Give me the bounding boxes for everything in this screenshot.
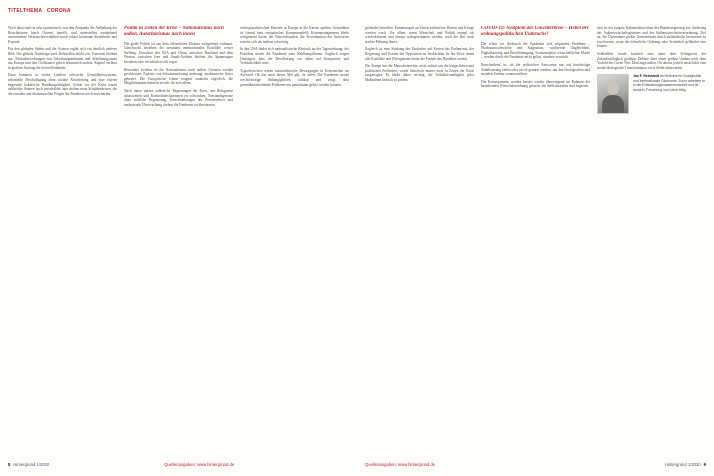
paragraph: Nach innen nutzen zahlreiche Regierungen die Krise, um Befugnisse auszuweiten und Kontrollmechanismen zu schwächen. Notstandsgesetze ohne zeitliche Begrenzung, Einschränkungen der Pressefreiheit und umfassende Überwachung drohen die Pandemie zu überdauern. — [124, 88, 233, 107]
paragraph: Die Konsequenzen werden bereits wieder überwiegend im Rahmen der bestehenden Wirtschaftsordnung gesucht, die Stellschrauben sind begrenzt. — [481, 79, 590, 89]
left-columns — [8, 26, 349, 450]
source-link[interactable]: Quellenangaben: www.hintergrund.de — [365, 461, 436, 467]
paragraph: Noch dazu sind sie sehr optimistisch, was den Zeitpunkt der Aufhebung der Restriktionen (nach Ostern) betrifft, und unterstellen weitgehend unveränderte Verbraucherverhalten sowie relativ konstante Steuerbasis und Exporte. — [8, 26, 117, 44]
paragraph: Zugleich ist eine Stärkung der Exekutive auf Kosten des Parlaments, der Regierung und Kosten der Opposition zu beobachten. In der Krise treten alle Konflikte und Divergenzen hinter die Einheit des Handelns zurück. — [365, 47, 474, 61]
author-name: Jan F. Reinhardt — [633, 74, 660, 79]
right-columns — [365, 26, 706, 450]
header-kicker: TITELTHEMA — [8, 8, 43, 14]
paragraph: tiert ist der jüngste Kabinettsbeschluss der Bundesregierung zur Änderung des Außenwirtschaftsgesetzes und der Außenwirtschaftsverordnung. Ziel ist, die Übernahme großer Unternehmen durch ausländische Investoren zu erschweren, wenn die öffentliche Ordnung oder Sicherheit gefährdet sein könnte. — [597, 26, 706, 49]
right-col-2 — [481, 26, 590, 450]
paragraph: Besonders sichtbar ist der Nationalismus nach außen: Grenzen werden geschlossen, Exporte von Schutzausrüstung untersagt, medizinische Güter gehortet. Die Europäische Union reagiert zunächst zögerlich, die Mitgliedstaaten handeln jeweils für sich allein. — [124, 67, 233, 86]
left-footer — [8, 460, 349, 468]
author-bio — [597, 74, 706, 114]
right-page — [357, 0, 714, 476]
paragraph: In den USA findet sich nationalistische Rhetorik an der Tagesordnung; der Präsident macht die Pandemie zum Wahlkampfthema. Zugleich zeigen Umfragen, dass die Bevölkerung vor allem auf Kompetenz und Verlässlichkeit setzt. — [240, 47, 349, 66]
paragraph: Schließlich wurde kürzlich eine unter dem Schlagwort der Zukunftsfähigkeit geführte Debatte über einen großen Umbau nach dem Vorbild des Green New Deal angestoßen. Ob daraus jedoch tatsächlich eine sozial-ökologische Transformation wird, bleibt abzuwarten. — [597, 51, 706, 70]
page-number: 8 — [8, 461, 11, 467]
author-description: ist Referent für Sozialpolitik und Internationale Ökonomie. Zuvor arbeitete er in der Entwicklungszusammenarbeit und ist heute in Forschung und Lehre tätig. — [633, 74, 706, 92]
paragraph: rechtspopulistischen Parteien in Europa in die Karten spielen. Gesundheit ist formal kein europäisches Kompetenzfeld, Krisenmanagement bleibt weitgehend Sache der Nationalstaaten, die Koordination der Antworten erweist sich als äußerst schwierig. — [240, 26, 349, 44]
paragraph: Entscheidend ist, ob die politischen Antworten nur auf kurzfristige Stabilisierung zielen oder ob sie genutzt werden, um den ökologischen und sozialen Umbau voranzutreiben. — [481, 62, 590, 77]
section-header — [8, 8, 71, 14]
right-col-1 — [365, 26, 474, 450]
left-col-1 — [8, 26, 117, 450]
paragraph: gefährdet betroffen. Erinnerungen an Zeiten zahlreicher Dürren und Kriege werden wach. Vor allem, wenn Wirtschaft und Politik einmal als wiederkehrend und abrupt wahrgenommen werden, wird der Ruf nach starker Führung lauter. — [365, 26, 474, 44]
right-footer — [365, 460, 706, 468]
paragraph: Die große Politik ist aus dem öffentlichen Diskurs weitgehend verbannt. Gleichwohl beziehen die zentralen internationalen Konflikte weiter Stellung. Zwischen den USA und China, zwischen Russland und dem Westen, zwischen Iran und Saudi-Arabien bleiben die Spannungen bestehen oder verschärfen sich sogar. — [124, 41, 233, 64]
author-photo — [597, 74, 629, 114]
source-link[interactable]: Quellenangaben: www.hintergrund.de — [164, 461, 235, 467]
left-col-2 — [124, 26, 233, 450]
paragraph: Typischerweise waren nationalistische Bewegungen in Krisenzeiten im Aufwind. Ob das auch dieses Mal gilt, ist offen: Die Pandemie macht wechselseitige Abhängigkeiten sichtbar und zeigt, dass grenzüberschreitende Probleme nur gemeinsam gelöst werden können. — [240, 68, 349, 87]
magazine-issue: Hintergrund 1/2020 — [13, 461, 50, 467]
subheading: COVID-19: Symptom der Unwetterkrise – Hebel der ordnungspolitischen Umbruchs? — [481, 26, 589, 37]
magazine-issue: Hintergrund 1/2020 — [664, 461, 701, 467]
right-col-3 — [597, 26, 706, 450]
paragraph: Der Kampf um die Menschenrechte, nicht zuletzt um die bürgerlichen und politischen Freiheiten, wurde historisch immer auch in Zeiten der Krise ausgetragen. Es bleibt daher wichtig, die Verhältnismäßigkeit jeder Maßnahme kritisch zu prüfen. — [365, 64, 474, 82]
header-topic: CORONA — [46, 8, 71, 14]
left-col-3 — [240, 26, 349, 450]
author-bio-text — [633, 74, 706, 92]
paragraph: Für den globalen Süden und die Asiaten ergibt sich ein deutlich anderes Bild: Die globale Nachfrage nach Rohstoffen bricht ein, Touristen bleiben aus, Rücküberweisungen von Arbeitsmigrantinnen und Arbeitsmigranten aus Europa und den Golfstaaten gehen dramatisch zurück. Kapital verlässt in großem Umfang die Schwellenländer. — [8, 47, 117, 70]
paragraph: Dazu kommen in vielen Ländern schwache Gesundheitssysteme, informelle Beschäftigung ohne soziale Absicherung und eine extrem begrenzte fiskalische Handlungsfähigkeit. Schon vor der Krise waren zahlreiche Staaten hoch verschuldet; nun drohen neue Schuldenkrisen, die die sozialen und ökonomischen Folgen der Pandemie noch verschärfen. — [8, 73, 117, 96]
paragraph: Die schon vor Ausbruch der Epidemie sich zeigenden Probleme – Wachstumsschwäche und Stagnation, wachsende Ungleichheit, Digitalisierung und Beschleunigung, Konzentration wirtschaftlicher Macht – werden durch die Pandemie nicht gelöst, sondern verstärkt. — [481, 41, 590, 60]
subheading: Politik in Zeiten der Krise – Nationalismus nach außen, Autoritarismus nach innen — [124, 26, 224, 37]
page-number: 9 — [703, 461, 706, 467]
